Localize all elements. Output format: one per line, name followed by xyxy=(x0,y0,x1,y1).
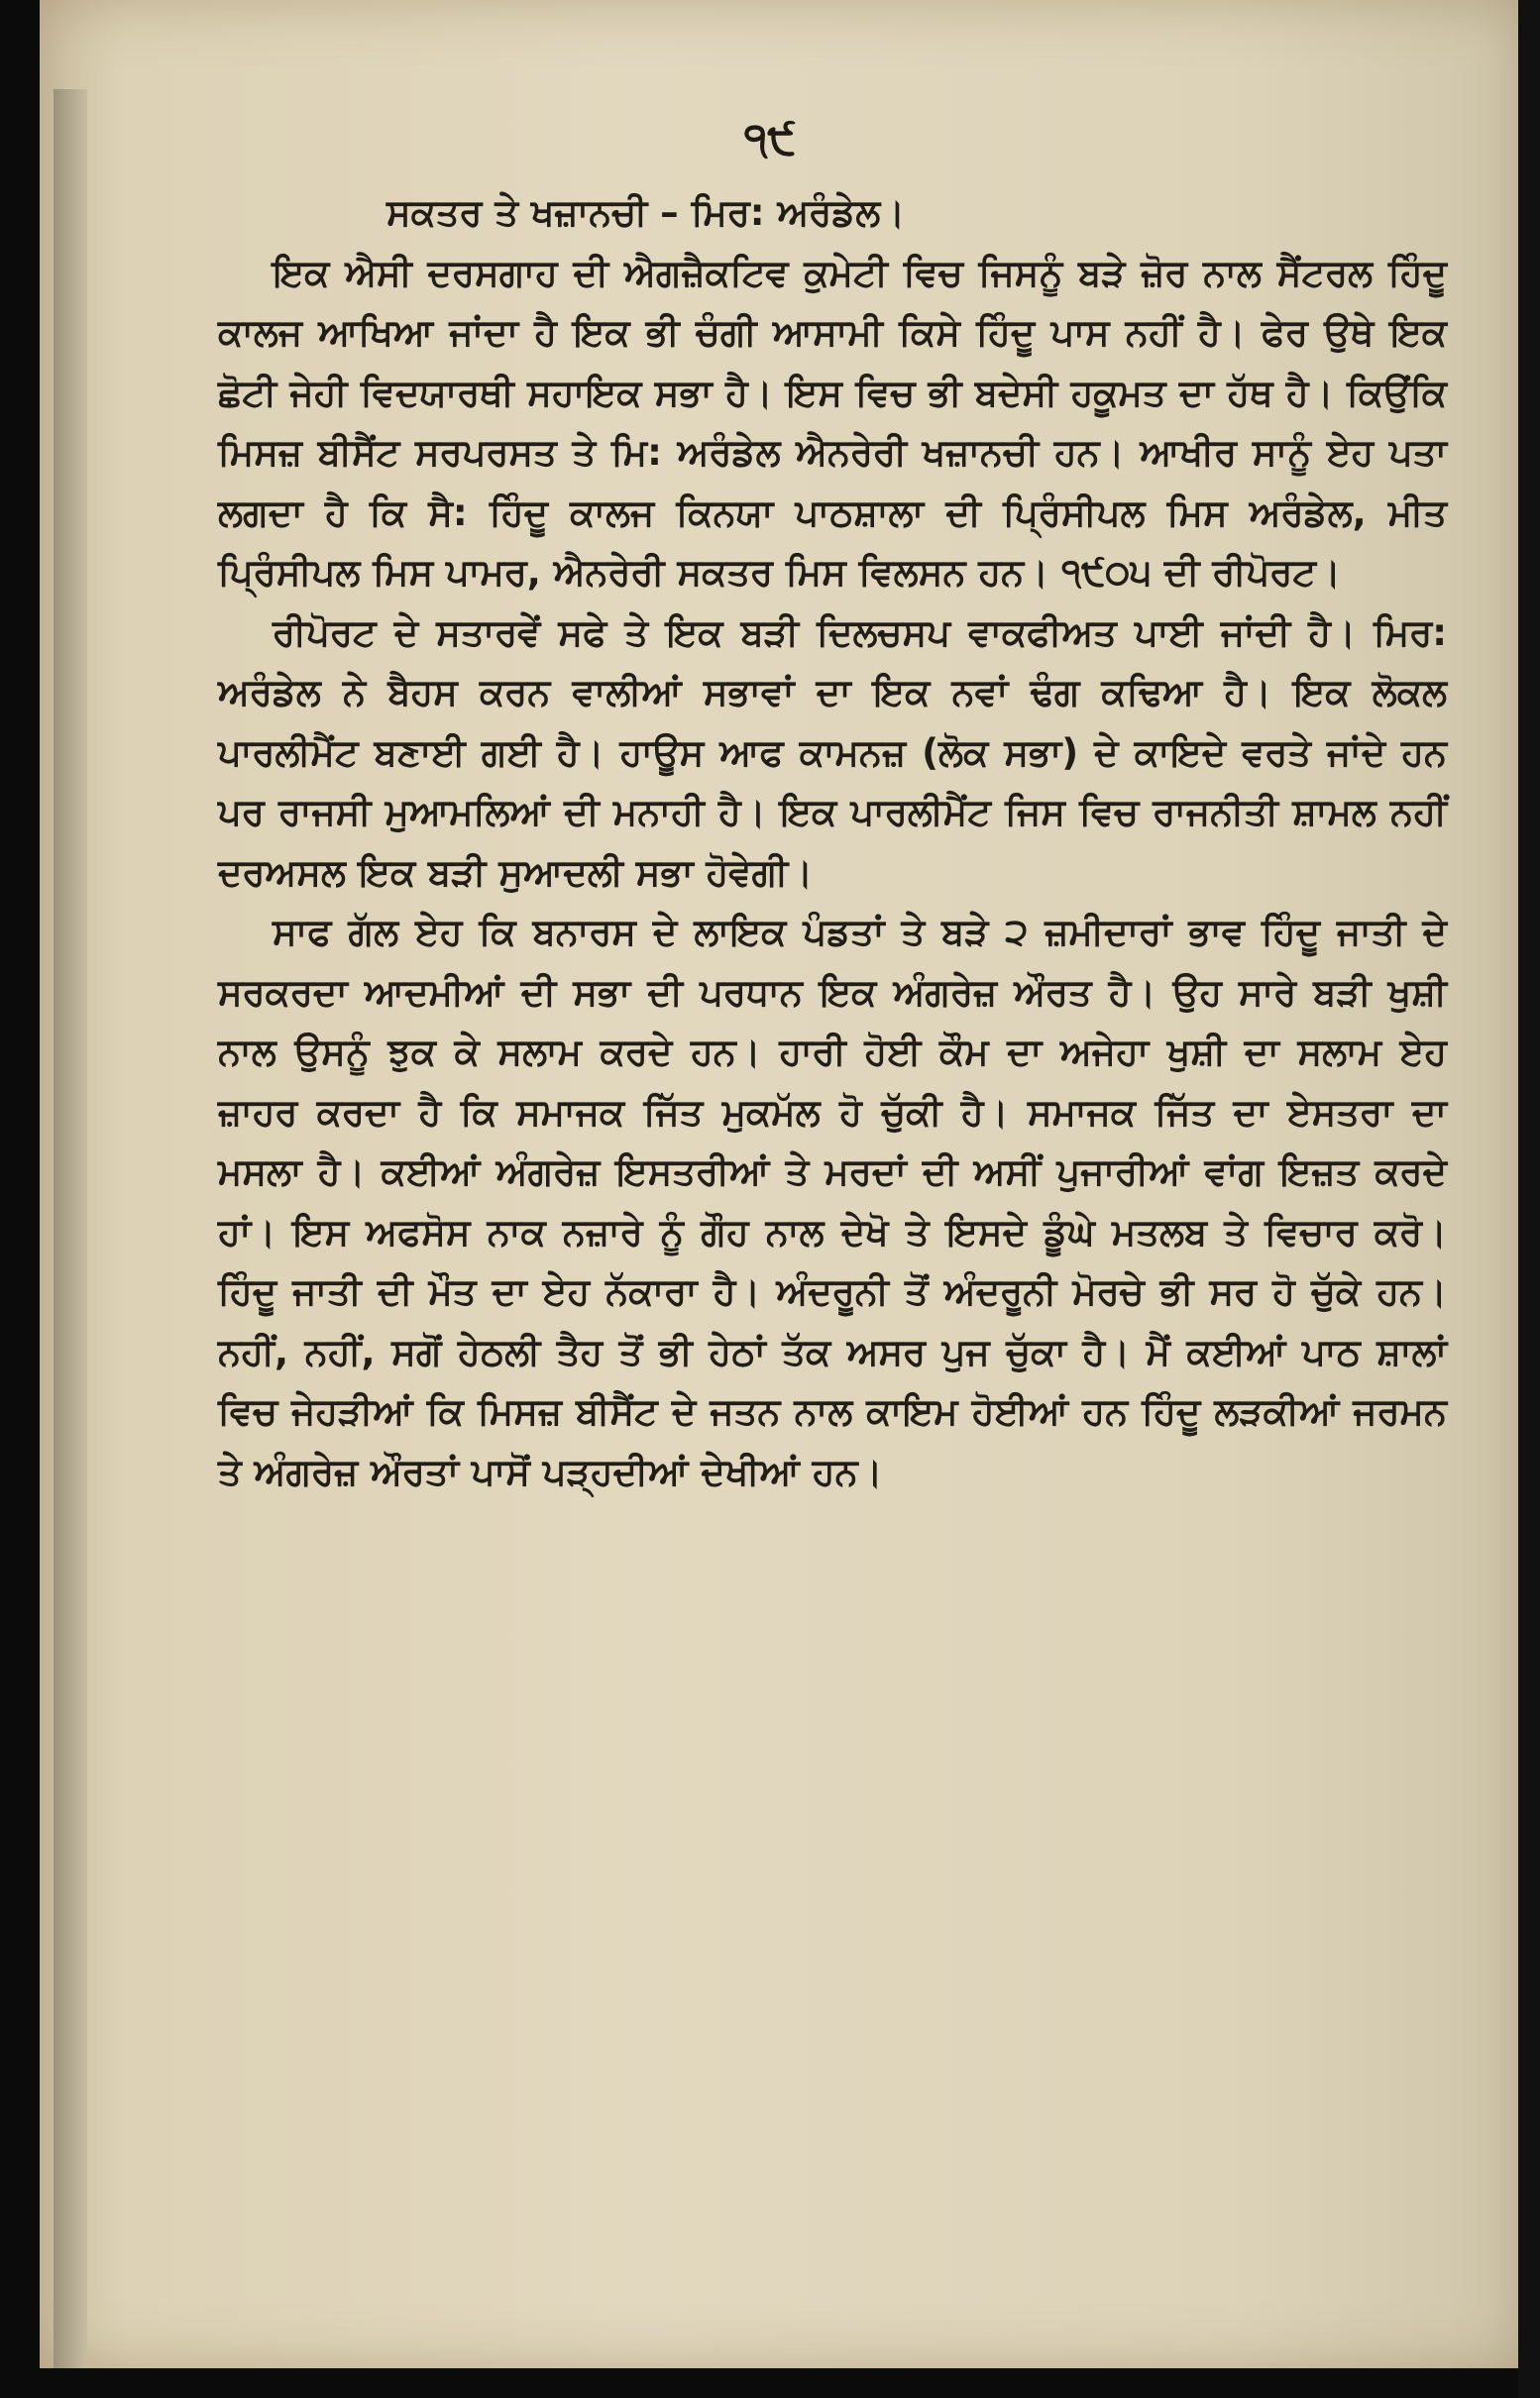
paragraph-3: ਸਾਫ ਗੱਲ ਏਹ ਕਿ ਬਨਾਰਸ ਦੇ ਲਾਇਕ ਪੰਡਤਾਂ ਤੇ ਬੜੇ ੨ ਜ਼ਮੀਦਾਰਾਂ ਭਾਵ ਹਿੰਦੂ ਜਾਤੀ ਦੇ ਸਰਕਰਦਾ ਆਦਮੀਆਂ ਦੀ ਸਭਾ ਦੀ ਪਰਧਾਨ ਇਕ ਅੰਗਰੇਜ਼ ਔਰਤ ਹੈ। ਉਹ ਸਾਰੇ ਬੜੀ ਖੁਸ਼ੀ ਨਾਲ ਉਸਨੂੰ ਝੁਕ ਕੇ ਸਲਾਮ ਕਰਦੇ ਹਨ। ਹਾਰੀ ਹੋਈ ਕੌਮ ਦਾ ਅਜੇਹਾ ਖੁਸ਼ੀ ਦਾ ਸਲਾਮ ਏਹ ਜ਼ਾਹਰ ਕਰਦਾ ਹੈ ਕਿ ਸਮਾਜਕ ਜਿੱਤ ਮੁਕਮੱਲ ਹੋ ਚੁੱਕੀ ਹੈ। ਸਮਾਜਕ ਜਿੱਤ ਦਾ ਏਸਤਰਾ ਦਾ ਮਸਲਾ ਹੈ। ਕਈਆਂ ਅੰਗਰੇਜ਼ ਇਸਤਰੀਆਂ ਤੇ ਮਰਦਾਂ ਦੀ ਅਸੀਂ ਪੁਜਾਰੀਆਂ ਵਾਂਗ ਇਜ਼ਤ ਕਰਦੇ ਹਾਂ। ਇਸ ਅਫਸੋਸ ਨਾਕ ਨਜ਼ਾਰੇ ਨੂੰ ਗੌਹ ਨਾਲ ਦੇਖੋ ਤੇ ਇਸਦੇ ਡੂੰਘੇ ਮਤਲਬ ਤੇ ਵਿਚਾਰ ਕਰੋ। ਹਿੰਦੂ ਜਾਤੀ ਦੀ ਮੌਤ ਦਾ ਏਹ ਨੱਕਾਰਾ ਹੈ। ਅੰਦਰੂਨੀ ਤੋਂ ਅੰਦਰੂਨੀ ਮੋਰਚੇ ਭੀ ਸਰ ਹੋ ਚੁੱਕੇ ਹਨ। ਨਹੀਂ, ਨਹੀਂ, ਸਗੋਂ ਹੇਠਲੀ ਤੈਹ ਤੋਂ ਭੀ ਹੇਠਾਂ ਤੱਕ ਅਸਰ ਪੁਜ ਚੁੱਕਾ ਹੈ। ਮੈਂ ਕਈਆਂ ਪਾਠ ਸ਼ਾਲਾਂ ਵਿਚ ਜੇਹੜੀਆਂ ਕਿ ਮਿਸਜ਼ ਬੀਸੈਂਟ ਦੇ ਜਤਨ ਨਾਲ ਕਾਇਮ ਹੋਈਆਂ ਹਨ ਹਿੰਦੂ ਲੜਕੀਆਂ ਜਰਮਨ ਤੇ ਅੰਗਰੇਜ਼ ਔਰਤਾਂ ਪਾਸੋਂ ਪੜ੍ਹਦੀਆਂ ਦੇਖੀਆਂ ਹਨ। xyxy=(218,911,1447,1493)
binding-shadow xyxy=(1518,0,1540,2398)
paragraph-1: ਇਕ ਐਸੀ ਦਰਸਗਾਹ ਦੀ ਐਗਜ਼ੈਕਟਿਵ ਕੁਮੇਟੀ ਵਿਚ ਜਿਸਨੂੰ ਬੜੇ ਜ਼ੋਰ ਨਾਲ ਸੈਂਟਰਲ ਹਿੰਦੂ ਕਾਲਜ ਆਖਿਆ ਜਾਂਦਾ ਹੈ ਇਕ ਭੀ ਚੰਗੀ ਆਸਾਮੀ ਕਿਸੇ ਹਿੰਦੂ ਪਾਸ ਨਹੀਂ ਹੈ। ਫੇਰ ਉਥੇ ਇਕ ਛੋਟੀ ਜੇਹੀ ਵਿਦਯਾਰਥੀ ਸਹਾਇਕ ਸਭਾ ਹੈ। ਇਸ ਵਿਚ ਭੀ ਬਦੇਸੀ ਹਕੂਮਤ ਦਾ ਹੱਥ ਹੈ। ਕਿਉਂਕਿ ਮਿਸਜ਼ ਬੀਸੈਂਟ ਸਰਪਰਸਤ ਤੇ ਮਿ: ਅਰੰਡੇਲ ਐਨਰੇਰੀ ਖਜ਼ਾਨਚੀ ਹਨ। ਆਖੀਰ ਸਾਨੂੰ ਏਹ ਪਤਾ ਲਗਦਾ ਹੈ ਕਿ ਸੈ: ਹਿੰਦੂ ਕਾਲਜ ਕਿਨਯਾ ਪਾਠਸ਼ਾਲਾ ਦੀ ਪ੍ਰਿੰਸੀਪਲ ਮਿਸ ਅਰੰਡੇਲ, ਮੀਤ ਪ੍ਰਿੰਸੀਪਲ ਮਿਸ ਪਾਮਰ, ਐਨਰੇਰੀ ਸਕਤਰ ਮਿਸ ਵਿਲਸਨ ਹਨ। ੧੯੦੫ ਦੀ ਰੀਪੋਰਟ। xyxy=(218,251,1447,594)
page-stack-edge xyxy=(54,89,87,2368)
page-number: ੧੯ xyxy=(743,114,797,164)
section-heading: ਸਕਤਰ ਤੇ ਖਜ਼ਾਨਚੀ – ਮਿਰ: ਅਰੰਡੇਲ। xyxy=(386,191,906,234)
page-body xyxy=(218,183,1447,1502)
paragraph-2: ਰੀਪੋਰਟ ਦੇ ਸਤਾਰਵੇਂ ਸਫੇ ਤੇ ਇਕ ਬੜੀ ਦਿਲਚਸਪ ਵਾਕਫੀਅਤ ਪਾਈ ਜਾਂਦੀ ਹੈ। ਮਿਰ: ਅਰੰਡੇਲ ਨੇ ਬੈਹਸ ਕਰਨ ਵਾਲੀਆਂ ਸਭਾਵਾਂ ਦਾ ਇਕ ਨਵਾਂ ਢੰਗ ਕਢਿਆ ਹੈ। ਇਕ ਲੋਕਲ ਪਾਰਲੀਮੈਂਟ ਬਣਾਈ ਗਈ ਹੈ। ਹਾਊਸ ਆਫ ਕਾਮਨਜ਼ (ਲੋਕ ਸਭਾ) ਦੇ ਕਾਇਦੇ ਵਰਤੇ ਜਾਂਦੇ ਹਨ ਪਰ ਰਾਜਸੀ ਮੁਆਮਲਿਆਂ ਦੀ ਮਨਾਹੀ ਹੈ। ਇਕ ਪਾਰਲੀਮੈਂਟ ਜਿਸ ਵਿਚ ਰਾਜਨੀਤੀ ਸ਼ਾਮਲ ਨਹੀਂ ਦਰਅਸਲ ਇਕ ਬੜੀ ਸੁਆਦਲੀ ਸਭਾ ਹੋਵੇਗੀ। xyxy=(218,610,1447,894)
